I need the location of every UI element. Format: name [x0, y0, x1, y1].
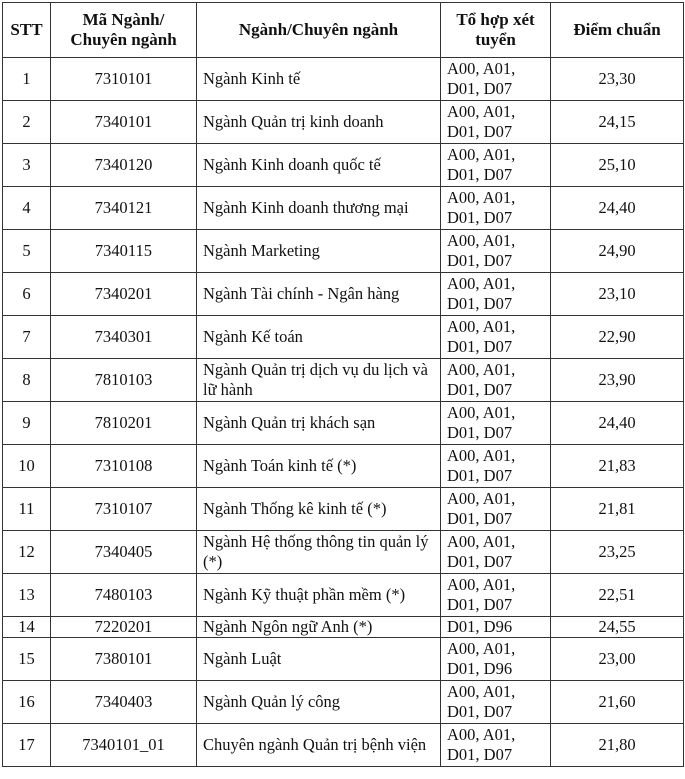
header-stt: STT [3, 3, 51, 58]
cell-major: Ngành Toán kinh tế (*) [197, 445, 441, 488]
table-row [3, 445, 684, 488]
header-combo: Tổ hợp xét tuyển [441, 3, 551, 58]
cell-combo: A00, A01, D01, D07 [441, 187, 551, 230]
table-row [3, 681, 684, 724]
cell-stt: 13 [3, 574, 51, 617]
cell-score: 21,81 [551, 488, 684, 531]
table-row [3, 359, 684, 402]
cell-score: 23,25 [551, 531, 684, 574]
table-row [3, 724, 684, 767]
cell-major: Ngành Kinh doanh quốc tế [197, 144, 441, 187]
cell-major: Ngành Luật [197, 638, 441, 681]
cell-stt: 11 [3, 488, 51, 531]
cell-combo: A00, A01, D01, D96 [441, 638, 551, 681]
cell-score: 23,00 [551, 638, 684, 681]
cell-stt: 9 [3, 402, 51, 445]
cell-combo: A00, A01, D01, D07 [441, 574, 551, 617]
cell-score: 24,90 [551, 230, 684, 273]
header-score: Điểm chuẩn [551, 3, 684, 58]
cell-combo: A00, A01, D01, D07 [441, 101, 551, 144]
cell-score: 24,40 [551, 402, 684, 445]
cell-major: Ngành Kinh tế [197, 58, 441, 101]
cell-combo: A00, A01, D01, D07 [441, 144, 551, 187]
cell-score: 24,40 [551, 187, 684, 230]
cell-major: Ngành Quản trị khách sạn [197, 402, 441, 445]
cell-combo: A00, A01, D01, D07 [441, 402, 551, 445]
cell-code: 7310101 [51, 58, 197, 101]
cell-code: 7220201 [51, 617, 197, 638]
table-row [3, 101, 684, 144]
cell-code: 7480103 [51, 574, 197, 617]
table-row [3, 574, 684, 617]
table-row [3, 531, 684, 574]
table-row [3, 316, 684, 359]
cell-major: Ngành Kinh doanh thương mại [197, 187, 441, 230]
header-code: Mã Ngành/ Chuyên ngành [51, 3, 197, 58]
cell-major: Ngành Quản trị dịch vụ du lịch và lữ hành [197, 359, 441, 402]
cell-stt: 12 [3, 531, 51, 574]
cell-stt: 7 [3, 316, 51, 359]
cell-stt: 6 [3, 273, 51, 316]
table-row [3, 638, 684, 681]
cell-code: 7310108 [51, 445, 197, 488]
table-row [3, 187, 684, 230]
cell-score: 21,80 [551, 724, 684, 767]
cell-major: Ngành Kế toán [197, 316, 441, 359]
cell-code: 7340201 [51, 273, 197, 316]
cell-major: Ngành Thống kê kinh tế (*) [197, 488, 441, 531]
cell-combo: A00, A01, D01, D07 [441, 681, 551, 724]
cell-combo: A00, A01, D01, D07 [441, 273, 551, 316]
cell-code: 7340101 [51, 101, 197, 144]
cell-stt: 1 [3, 58, 51, 101]
cell-combo: A00, A01, D01, D07 [441, 359, 551, 402]
cell-stt: 10 [3, 445, 51, 488]
cell-major: Ngành Quản trị kinh doanh [197, 101, 441, 144]
cell-major: Ngành Marketing [197, 230, 441, 273]
cell-score: 22,90 [551, 316, 684, 359]
cell-stt: 17 [3, 724, 51, 767]
cell-major: Ngành Ngôn ngữ Anh (*) [197, 617, 441, 638]
cell-score: 24,15 [551, 101, 684, 144]
table-row [3, 402, 684, 445]
cell-code: 7380101 [51, 638, 197, 681]
cell-combo: A00, A01, D01, D07 [441, 230, 551, 273]
cell-combo: A00, A01, D01, D07 [441, 531, 551, 574]
cell-score: 21,83 [551, 445, 684, 488]
cell-score: 25,10 [551, 144, 684, 187]
cell-major: Ngành Tài chính - Ngân hàng [197, 273, 441, 316]
cell-combo: A00, A01, D01, D07 [441, 316, 551, 359]
cell-score: 23,90 [551, 359, 684, 402]
cell-combo: A00, A01, D01, D07 [441, 445, 551, 488]
table-row [3, 273, 684, 316]
table-row [3, 144, 684, 187]
cell-stt: 2 [3, 101, 51, 144]
cell-major: Ngành Hệ thống thông tin quản lý (*) [197, 531, 441, 574]
table-row [3, 488, 684, 531]
cell-code: 7340101_01 [51, 724, 197, 767]
cell-stt: 14 [3, 617, 51, 638]
cell-stt: 8 [3, 359, 51, 402]
admission-scores-table [2, 2, 684, 767]
cell-code: 7340120 [51, 144, 197, 187]
cell-code: 7810103 [51, 359, 197, 402]
cell-stt: 16 [3, 681, 51, 724]
cell-score: 23,10 [551, 273, 684, 316]
cell-major: Chuyên ngành Quản trị bệnh viện [197, 724, 441, 767]
cell-score: 21,60 [551, 681, 684, 724]
table-row [3, 617, 684, 638]
header-major: Ngành/Chuyên ngành [197, 3, 441, 58]
cell-score: 22,51 [551, 574, 684, 617]
cell-combo: A00, A01, D01, D07 [441, 724, 551, 767]
cell-code: 7340301 [51, 316, 197, 359]
cell-combo: D01, D96 [441, 617, 551, 638]
cell-stt: 15 [3, 638, 51, 681]
cell-code: 7340403 [51, 681, 197, 724]
header-row [3, 3, 684, 58]
cell-combo: A00, A01, D01, D07 [441, 488, 551, 531]
cell-score: 24,55 [551, 617, 684, 638]
cell-score: 23,30 [551, 58, 684, 101]
cell-code: 7340121 [51, 187, 197, 230]
cell-major: Ngành Quản lý công [197, 681, 441, 724]
table-row [3, 58, 684, 101]
cell-code: 7810201 [51, 402, 197, 445]
cell-stt: 3 [3, 144, 51, 187]
cell-code: 7310107 [51, 488, 197, 531]
cell-major: Ngành Kỹ thuật phần mềm (*) [197, 574, 441, 617]
cell-combo: A00, A01, D01, D07 [441, 58, 551, 101]
cell-stt: 5 [3, 230, 51, 273]
cell-stt: 4 [3, 187, 51, 230]
cell-code: 7340115 [51, 230, 197, 273]
cell-code: 7340405 [51, 531, 197, 574]
table-row [3, 230, 684, 273]
